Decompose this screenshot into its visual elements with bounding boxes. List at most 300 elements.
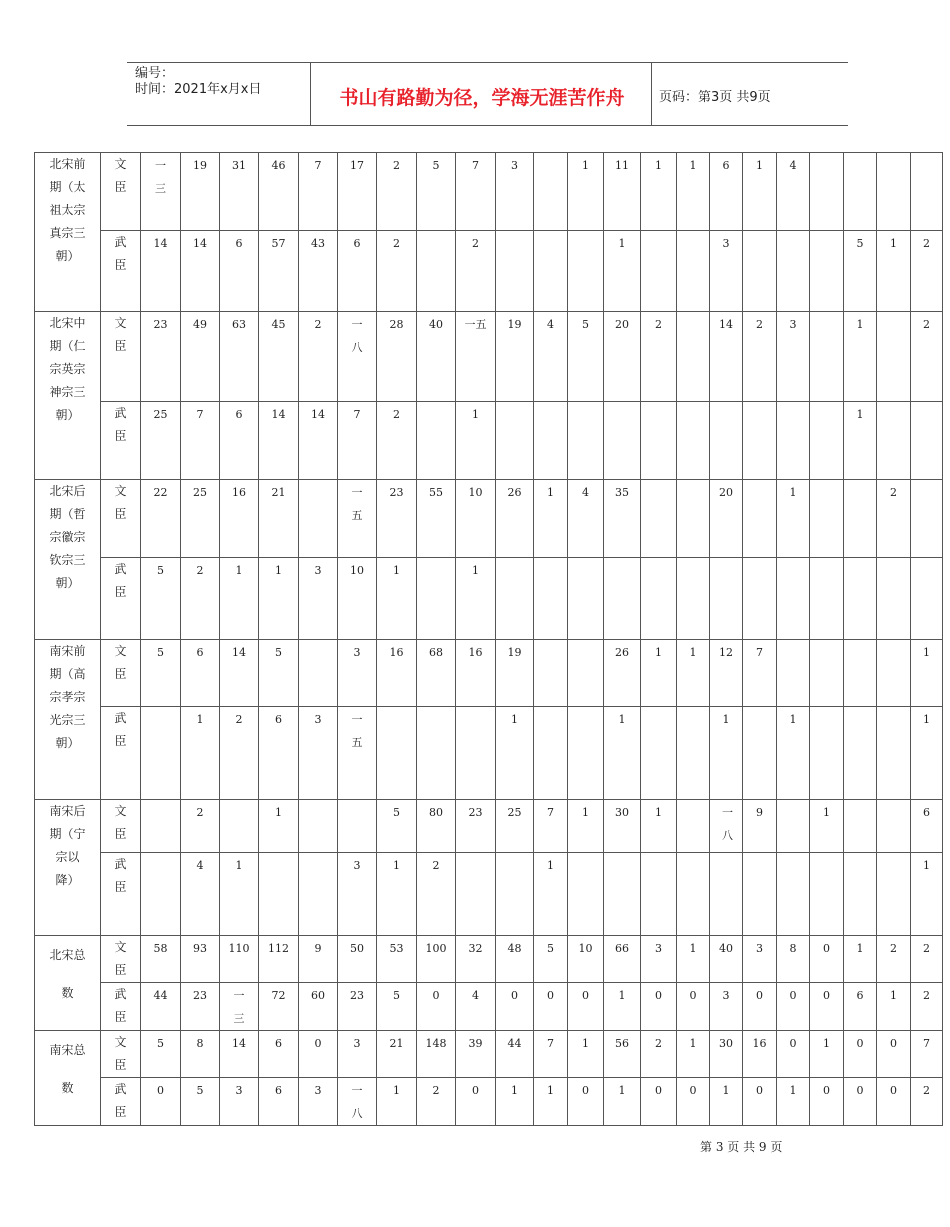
value-cell: 8: [777, 936, 810, 983]
value-cell: 28: [377, 312, 417, 402]
value-cell: [677, 231, 710, 312]
value-cell: 5: [568, 312, 604, 402]
value-cell: 2: [743, 312, 777, 402]
value-cell: [496, 402, 534, 480]
value-cell: [677, 558, 710, 640]
value-cell: 6: [844, 983, 877, 1031]
value-cell: 3: [299, 707, 338, 800]
table-row: [35, 707, 943, 800]
value-cell: 1: [877, 231, 911, 312]
table-row: [35, 983, 943, 1031]
value-cell: [641, 707, 677, 800]
value-cell: 1: [743, 153, 777, 231]
value-cell: [844, 800, 877, 853]
value-cell: 93: [181, 936, 220, 983]
value-cell: [844, 480, 877, 558]
value-cell: [810, 402, 844, 480]
value-cell: [877, 800, 911, 853]
value-cell: 14: [710, 312, 743, 402]
value-cell: [677, 402, 710, 480]
value-cell: 46: [259, 153, 299, 231]
value-cell: 80: [417, 800, 456, 853]
value-cell: 1: [534, 1078, 568, 1126]
value-cell: [810, 558, 844, 640]
value-cell: 1: [641, 153, 677, 231]
value-cell: 3: [220, 1078, 259, 1126]
value-cell: 50: [338, 936, 377, 983]
value-cell: 44: [141, 983, 181, 1031]
value-cell: 56: [604, 1031, 641, 1078]
value-cell: 72: [259, 983, 299, 1031]
value-cell: [877, 640, 911, 707]
value-cell: [677, 707, 710, 800]
value-cell: [777, 640, 810, 707]
value-cell: 1: [877, 983, 911, 1031]
table-row: [35, 936, 943, 983]
value-cell: 6: [259, 1031, 299, 1078]
value-cell: [911, 153, 943, 231]
value-cell: 0: [456, 1078, 496, 1126]
value-cell: 0: [877, 1031, 911, 1078]
value-cell: 1: [259, 558, 299, 640]
value-cell: 12: [710, 640, 743, 707]
value-cell: [338, 800, 377, 853]
table-row: [35, 853, 943, 936]
value-cell: 一八: [338, 312, 377, 402]
value-cell: 100: [417, 936, 456, 983]
value-cell: 5: [844, 231, 877, 312]
value-cell: 0: [844, 1031, 877, 1078]
value-cell: 45: [259, 312, 299, 402]
value-cell: 3: [710, 231, 743, 312]
value-cell: [810, 153, 844, 231]
value-cell: 68: [417, 640, 456, 707]
value-cell: [456, 853, 496, 936]
table-row: [35, 312, 943, 402]
value-cell: 5: [141, 1031, 181, 1078]
value-cell: 1: [844, 402, 877, 480]
value-cell: [911, 480, 943, 558]
value-cell: [777, 231, 810, 312]
table-row: [35, 1078, 943, 1126]
value-cell: [299, 640, 338, 707]
value-cell: [743, 558, 777, 640]
value-cell: [568, 640, 604, 707]
value-cell: 0: [417, 983, 456, 1031]
table-row: [35, 153, 943, 231]
value-cell: 44: [496, 1031, 534, 1078]
value-cell: 16: [456, 640, 496, 707]
value-cell: [568, 231, 604, 312]
value-cell: 一五: [338, 480, 377, 558]
value-cell: [417, 558, 456, 640]
value-cell: 0: [810, 936, 844, 983]
value-cell: [710, 853, 743, 936]
value-cell: 30: [604, 800, 641, 853]
value-cell: 5: [141, 558, 181, 640]
value-cell: 2: [181, 558, 220, 640]
value-cell: [677, 853, 710, 936]
value-cell: [877, 312, 911, 402]
value-cell: [844, 707, 877, 800]
value-cell: 19: [181, 153, 220, 231]
value-cell: [377, 707, 417, 800]
header-motto: 书山有路勤为径，学海无涯苦作舟: [339, 87, 625, 109]
value-cell: 31: [220, 153, 259, 231]
value-cell: 0: [568, 1078, 604, 1126]
value-cell: 4: [777, 153, 810, 231]
official-type-cell: 文臣: [101, 1031, 141, 1078]
value-cell: [911, 402, 943, 480]
value-cell: 0: [777, 1031, 810, 1078]
value-cell: 1: [456, 402, 496, 480]
value-cell: [534, 558, 568, 640]
value-cell: 7: [181, 402, 220, 480]
value-cell: [844, 853, 877, 936]
value-cell: [777, 558, 810, 640]
value-cell: [777, 402, 810, 480]
value-cell: 7: [456, 153, 496, 231]
header-page-code: 页码：第3页 共9页: [659, 90, 771, 105]
value-cell: 2: [911, 231, 943, 312]
value-cell: 10: [456, 480, 496, 558]
value-cell: 1: [844, 312, 877, 402]
value-cell: 1: [220, 558, 259, 640]
value-cell: 22: [141, 480, 181, 558]
value-cell: 3: [338, 1031, 377, 1078]
value-cell: 53: [377, 936, 417, 983]
value-cell: 0: [810, 1078, 844, 1126]
value-cell: [141, 800, 181, 853]
value-cell: [777, 800, 810, 853]
value-cell: 10: [338, 558, 377, 640]
value-cell: 1: [677, 640, 710, 707]
value-cell: [810, 707, 844, 800]
value-cell: 148: [417, 1031, 456, 1078]
value-cell: 1: [844, 936, 877, 983]
value-cell: 2: [877, 936, 911, 983]
value-cell: 2: [911, 983, 943, 1031]
period-cell: 南宋前期（高宗孝宗光宗三朝）: [35, 640, 101, 800]
header-divider: [310, 63, 311, 125]
value-cell: 0: [568, 983, 604, 1031]
value-cell: 40: [710, 936, 743, 983]
value-cell: 3: [299, 1078, 338, 1126]
official-type-cell: 武臣: [101, 231, 141, 312]
value-cell: [141, 707, 181, 800]
value-cell: [259, 853, 299, 936]
value-cell: 17: [338, 153, 377, 231]
value-cell: 19: [496, 640, 534, 707]
value-cell: 1: [810, 800, 844, 853]
period-cell: 北宋中期（仁宗英宗神宗三朝）: [35, 312, 101, 480]
page-header: [127, 62, 848, 126]
value-cell: 1: [777, 1078, 810, 1126]
value-cell: 5: [377, 983, 417, 1031]
value-cell: [810, 480, 844, 558]
official-type-cell: 武臣: [101, 707, 141, 800]
value-cell: 7: [299, 153, 338, 231]
value-cell: [417, 402, 456, 480]
value-cell: 1: [534, 853, 568, 936]
value-cell: 0: [777, 983, 810, 1031]
value-cell: [743, 480, 777, 558]
value-cell: 一八: [710, 800, 743, 853]
value-cell: 9: [299, 936, 338, 983]
value-cell: 5: [534, 936, 568, 983]
value-cell: [877, 707, 911, 800]
value-cell: 1: [604, 231, 641, 312]
value-cell: [810, 231, 844, 312]
value-cell: 7: [911, 1031, 943, 1078]
value-cell: 4: [568, 480, 604, 558]
value-cell: 14: [299, 402, 338, 480]
value-cell: 1: [496, 1078, 534, 1126]
value-cell: 1: [568, 800, 604, 853]
period-cell: 南宋总数: [35, 1031, 101, 1126]
value-cell: 1: [568, 1031, 604, 1078]
value-cell: 14: [220, 1031, 259, 1078]
value-cell: 1: [377, 558, 417, 640]
value-cell: 9: [743, 800, 777, 853]
value-cell: 57: [259, 231, 299, 312]
value-cell: 0: [810, 983, 844, 1031]
value-cell: 一五: [456, 312, 496, 402]
value-cell: 1: [220, 853, 259, 936]
value-cell: [496, 231, 534, 312]
value-cell: [417, 707, 456, 800]
value-cell: 21: [377, 1031, 417, 1078]
value-cell: [641, 231, 677, 312]
value-cell: 2: [911, 1078, 943, 1126]
official-type-cell: 文臣: [101, 312, 141, 402]
value-cell: 7: [743, 640, 777, 707]
value-cell: 1: [777, 480, 810, 558]
value-cell: [743, 402, 777, 480]
value-cell: 1: [677, 1031, 710, 1078]
value-cell: 1: [911, 640, 943, 707]
period-cell: 北宋前期（太祖太宗真宗三朝）: [35, 153, 101, 312]
value-cell: 6: [710, 153, 743, 231]
value-cell: 1: [777, 707, 810, 800]
value-cell: [604, 402, 641, 480]
value-cell: 7: [338, 402, 377, 480]
value-cell: [743, 231, 777, 312]
value-cell: 5: [259, 640, 299, 707]
serial-label: 编号：: [135, 66, 175, 81]
value-cell: 23: [141, 312, 181, 402]
official-type-cell: 武臣: [101, 1078, 141, 1126]
value-cell: 35: [604, 480, 641, 558]
value-cell: 6: [220, 402, 259, 480]
table-row: [35, 558, 943, 640]
value-cell: 1: [181, 707, 220, 800]
header-meta: [135, 66, 261, 98]
value-cell: 40: [417, 312, 456, 402]
official-type-cell: 武臣: [101, 402, 141, 480]
value-cell: 19: [496, 312, 534, 402]
value-cell: 2: [377, 231, 417, 312]
value-cell: [456, 707, 496, 800]
value-cell: 1: [810, 1031, 844, 1078]
value-cell: 0: [641, 983, 677, 1031]
value-cell: 一八: [338, 1078, 377, 1126]
value-cell: 14: [259, 402, 299, 480]
value-cell: 20: [604, 312, 641, 402]
value-cell: 1: [710, 1078, 743, 1126]
value-cell: [743, 707, 777, 800]
value-cell: 6: [338, 231, 377, 312]
value-cell: 60: [299, 983, 338, 1031]
value-cell: 14: [220, 640, 259, 707]
value-cell: 20: [710, 480, 743, 558]
value-cell: 1: [456, 558, 496, 640]
value-cell: 0: [534, 983, 568, 1031]
value-cell: [677, 800, 710, 853]
table-row: [35, 402, 943, 480]
official-statistics-table: [34, 152, 943, 1126]
value-cell: 1: [377, 1078, 417, 1126]
value-cell: 43: [299, 231, 338, 312]
value-cell: [641, 853, 677, 936]
value-cell: 4: [181, 853, 220, 936]
value-cell: 2: [911, 936, 943, 983]
table-row: [35, 640, 943, 707]
value-cell: [534, 707, 568, 800]
value-cell: [568, 853, 604, 936]
value-cell: [810, 312, 844, 402]
value-cell: 16: [220, 480, 259, 558]
official-type-cell: 文臣: [101, 936, 141, 983]
value-cell: 14: [181, 231, 220, 312]
value-cell: [844, 153, 877, 231]
value-cell: 2: [417, 1078, 456, 1126]
period-cell: 南宋后期（宁宗以降）: [35, 800, 101, 936]
value-cell: 3: [743, 936, 777, 983]
value-cell: [911, 558, 943, 640]
value-cell: 6: [181, 640, 220, 707]
value-cell: 2: [456, 231, 496, 312]
value-cell: 23: [456, 800, 496, 853]
value-cell: 3: [338, 640, 377, 707]
value-cell: 1: [604, 983, 641, 1031]
value-cell: 2: [911, 312, 943, 402]
official-type-cell: 文臣: [101, 800, 141, 853]
value-cell: [677, 312, 710, 402]
value-cell: [710, 402, 743, 480]
official-type-cell: 文臣: [101, 153, 141, 231]
value-cell: 30: [710, 1031, 743, 1078]
value-cell: 0: [141, 1078, 181, 1126]
value-cell: 4: [534, 312, 568, 402]
value-cell: 5: [417, 153, 456, 231]
value-cell: 2: [417, 853, 456, 936]
value-cell: 0: [299, 1031, 338, 1078]
value-cell: [534, 153, 568, 231]
value-cell: 1: [496, 707, 534, 800]
table-row: [35, 480, 943, 558]
value-cell: 1: [911, 853, 943, 936]
value-cell: 1: [677, 936, 710, 983]
value-cell: 3: [777, 312, 810, 402]
value-cell: [743, 853, 777, 936]
value-cell: 8: [181, 1031, 220, 1078]
value-cell: 2: [377, 402, 417, 480]
value-cell: 1: [259, 800, 299, 853]
value-cell: [299, 800, 338, 853]
value-cell: 1: [710, 707, 743, 800]
value-cell: [568, 558, 604, 640]
value-cell: 49: [181, 312, 220, 402]
value-cell: 7: [534, 1031, 568, 1078]
value-cell: [534, 231, 568, 312]
value-cell: 3: [496, 153, 534, 231]
value-cell: 3: [299, 558, 338, 640]
official-type-cell: 武臣: [101, 853, 141, 936]
value-cell: 66: [604, 936, 641, 983]
value-cell: [568, 707, 604, 800]
value-cell: 2: [181, 800, 220, 853]
value-cell: [534, 640, 568, 707]
value-cell: [710, 558, 743, 640]
table-row: [35, 1031, 943, 1078]
value-cell: 63: [220, 312, 259, 402]
value-cell: 11: [604, 153, 641, 231]
value-cell: [877, 153, 911, 231]
value-cell: 112: [259, 936, 299, 983]
value-cell: 0: [844, 1078, 877, 1126]
value-cell: 1: [677, 153, 710, 231]
value-cell: 48: [496, 936, 534, 983]
value-cell: 1: [911, 707, 943, 800]
value-cell: 10: [568, 936, 604, 983]
value-cell: 3: [641, 936, 677, 983]
value-cell: [877, 402, 911, 480]
value-cell: 一三: [220, 983, 259, 1031]
period-cell: 北宋总数: [35, 936, 101, 1031]
value-cell: 23: [181, 983, 220, 1031]
official-type-cell: 文臣: [101, 640, 141, 707]
value-cell: [810, 853, 844, 936]
value-cell: 0: [743, 1078, 777, 1126]
value-cell: 1: [568, 153, 604, 231]
value-cell: 1: [604, 1078, 641, 1126]
value-cell: 1: [641, 640, 677, 707]
value-cell: 1: [604, 707, 641, 800]
value-cell: 2: [641, 1031, 677, 1078]
page-footer: 第 3 页 共 9 页: [700, 1140, 783, 1154]
value-cell: [417, 231, 456, 312]
value-cell: 2: [877, 480, 911, 558]
value-cell: 2: [299, 312, 338, 402]
value-cell: 14: [141, 231, 181, 312]
value-cell: 32: [456, 936, 496, 983]
value-cell: [641, 558, 677, 640]
value-cell: [220, 800, 259, 853]
table-row: [35, 800, 943, 853]
value-cell: [877, 853, 911, 936]
table-row: [35, 231, 943, 312]
value-cell: 1: [641, 800, 677, 853]
value-cell: 39: [456, 1031, 496, 1078]
value-cell: [844, 558, 877, 640]
value-cell: [877, 558, 911, 640]
value-cell: 6: [220, 231, 259, 312]
value-cell: [141, 853, 181, 936]
value-cell: 6: [259, 707, 299, 800]
value-cell: 16: [377, 640, 417, 707]
value-cell: 25: [181, 480, 220, 558]
